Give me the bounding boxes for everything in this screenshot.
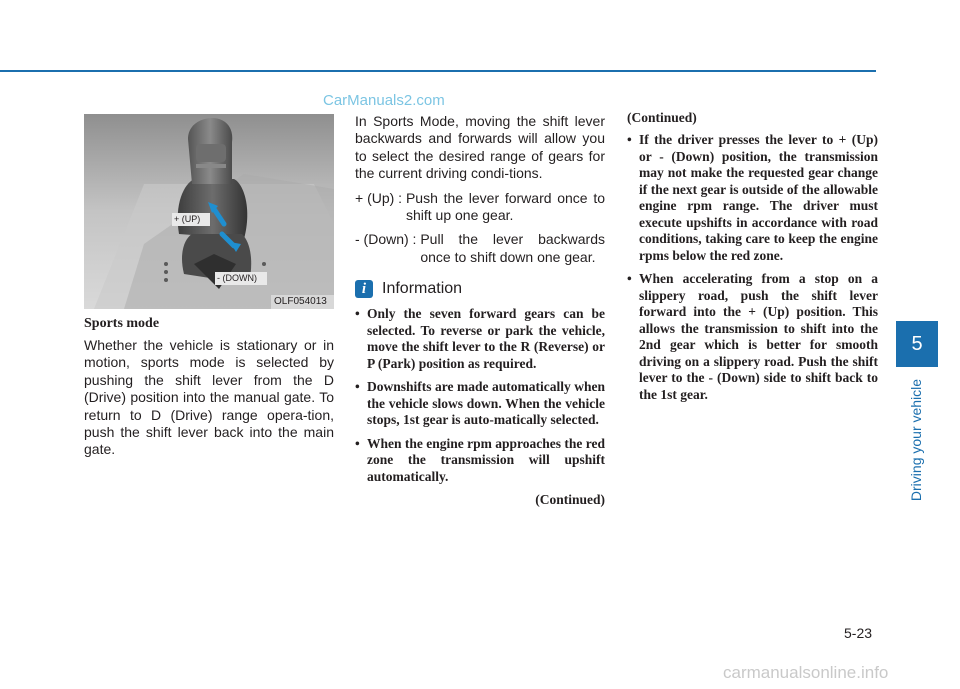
list-item: • Only the seven forward gears can be selected. To reverse or park the vehicle, move the shift lever to the R (Reverse) or P (Park) position as required. <box>355 306 605 372</box>
continued-note: (Continued) <box>535 492 605 508</box>
list-item: • When the engine rpm approaches the red zone the transmission will upshift automatically. <box>355 436 605 486</box>
sports-mode-intro: In Sports Mode, moving the shift lever backwards and forwards will allow you to select the desired range of gears for the current driving condi-tions. <box>355 113 605 182</box>
sports-mode-paragraph: Whether the vehicle is stationary or in motion, sports mode is selected by pushing the shift lever from the D (Drive) position into the manual gate. To return to D (Drive) range opera-tion, push the shift lever back into the main gate. <box>84 337 334 458</box>
down-definition <box>355 231 605 266</box>
list-item: • Downshifts are made automatically when the vehicle slows down. When the vehicle stops, 1st gear is auto-matically selected. <box>355 379 605 429</box>
up-description: Push the lever forward once to shift up one gear. <box>405 189 605 224</box>
page-number: 5-23 <box>844 625 873 641</box>
shift-lever-illustration <box>84 114 334 309</box>
information-list <box>355 306 605 485</box>
watermark-top[interactable]: CarManuals2.com <box>323 92 445 109</box>
continued-heading: (Continued) <box>627 110 697 125</box>
down-description: Pull the lever backwards once to shift down one gear. <box>420 231 605 265</box>
up-label: + (UP) <box>174 214 201 224</box>
figure-caption: Sports mode <box>84 316 160 331</box>
chapter-title: Driving your vehicle <box>908 378 924 502</box>
middle-column <box>355 113 605 508</box>
right-column <box>627 110 878 410</box>
continued-list <box>627 132 878 403</box>
information-title: Information <box>382 280 463 298</box>
information-heading <box>355 280 605 298</box>
watermark-bottom[interactable]: carmanualsonline.info <box>723 663 889 682</box>
header-rule <box>0 70 876 72</box>
up-term: + (Up) : <box>355 189 406 206</box>
figure-code: OLF054013 <box>274 296 327 307</box>
list-item: • When accelerating from a stop on a slippery road, push the shift lever forward into the + (Up) position. This allows the transmission to shift into the 2nd gear which is better for smooth driving on a slippery road. Push the shift lever to the - (Down) side to shift back to the 1st gear. <box>627 271 878 403</box>
down-label: - (DOWN) <box>217 273 257 283</box>
list-item: • If the driver presses the lever to + (Up) or - (Down) position, the transmission may not make the requested gear change if the next gear is outside of the allowable engine rpm range. The driver must execute upshifts in accordance with road conditions, taking care to keep the engine rpms below the red zone. <box>627 132 878 264</box>
chapter-tab: 5 <box>896 321 938 367</box>
up-definition <box>355 190 605 225</box>
info-icon: i <box>355 280 373 298</box>
shift-lever-drawing <box>84 114 334 309</box>
down-term: - (Down) : <box>355 231 421 248</box>
